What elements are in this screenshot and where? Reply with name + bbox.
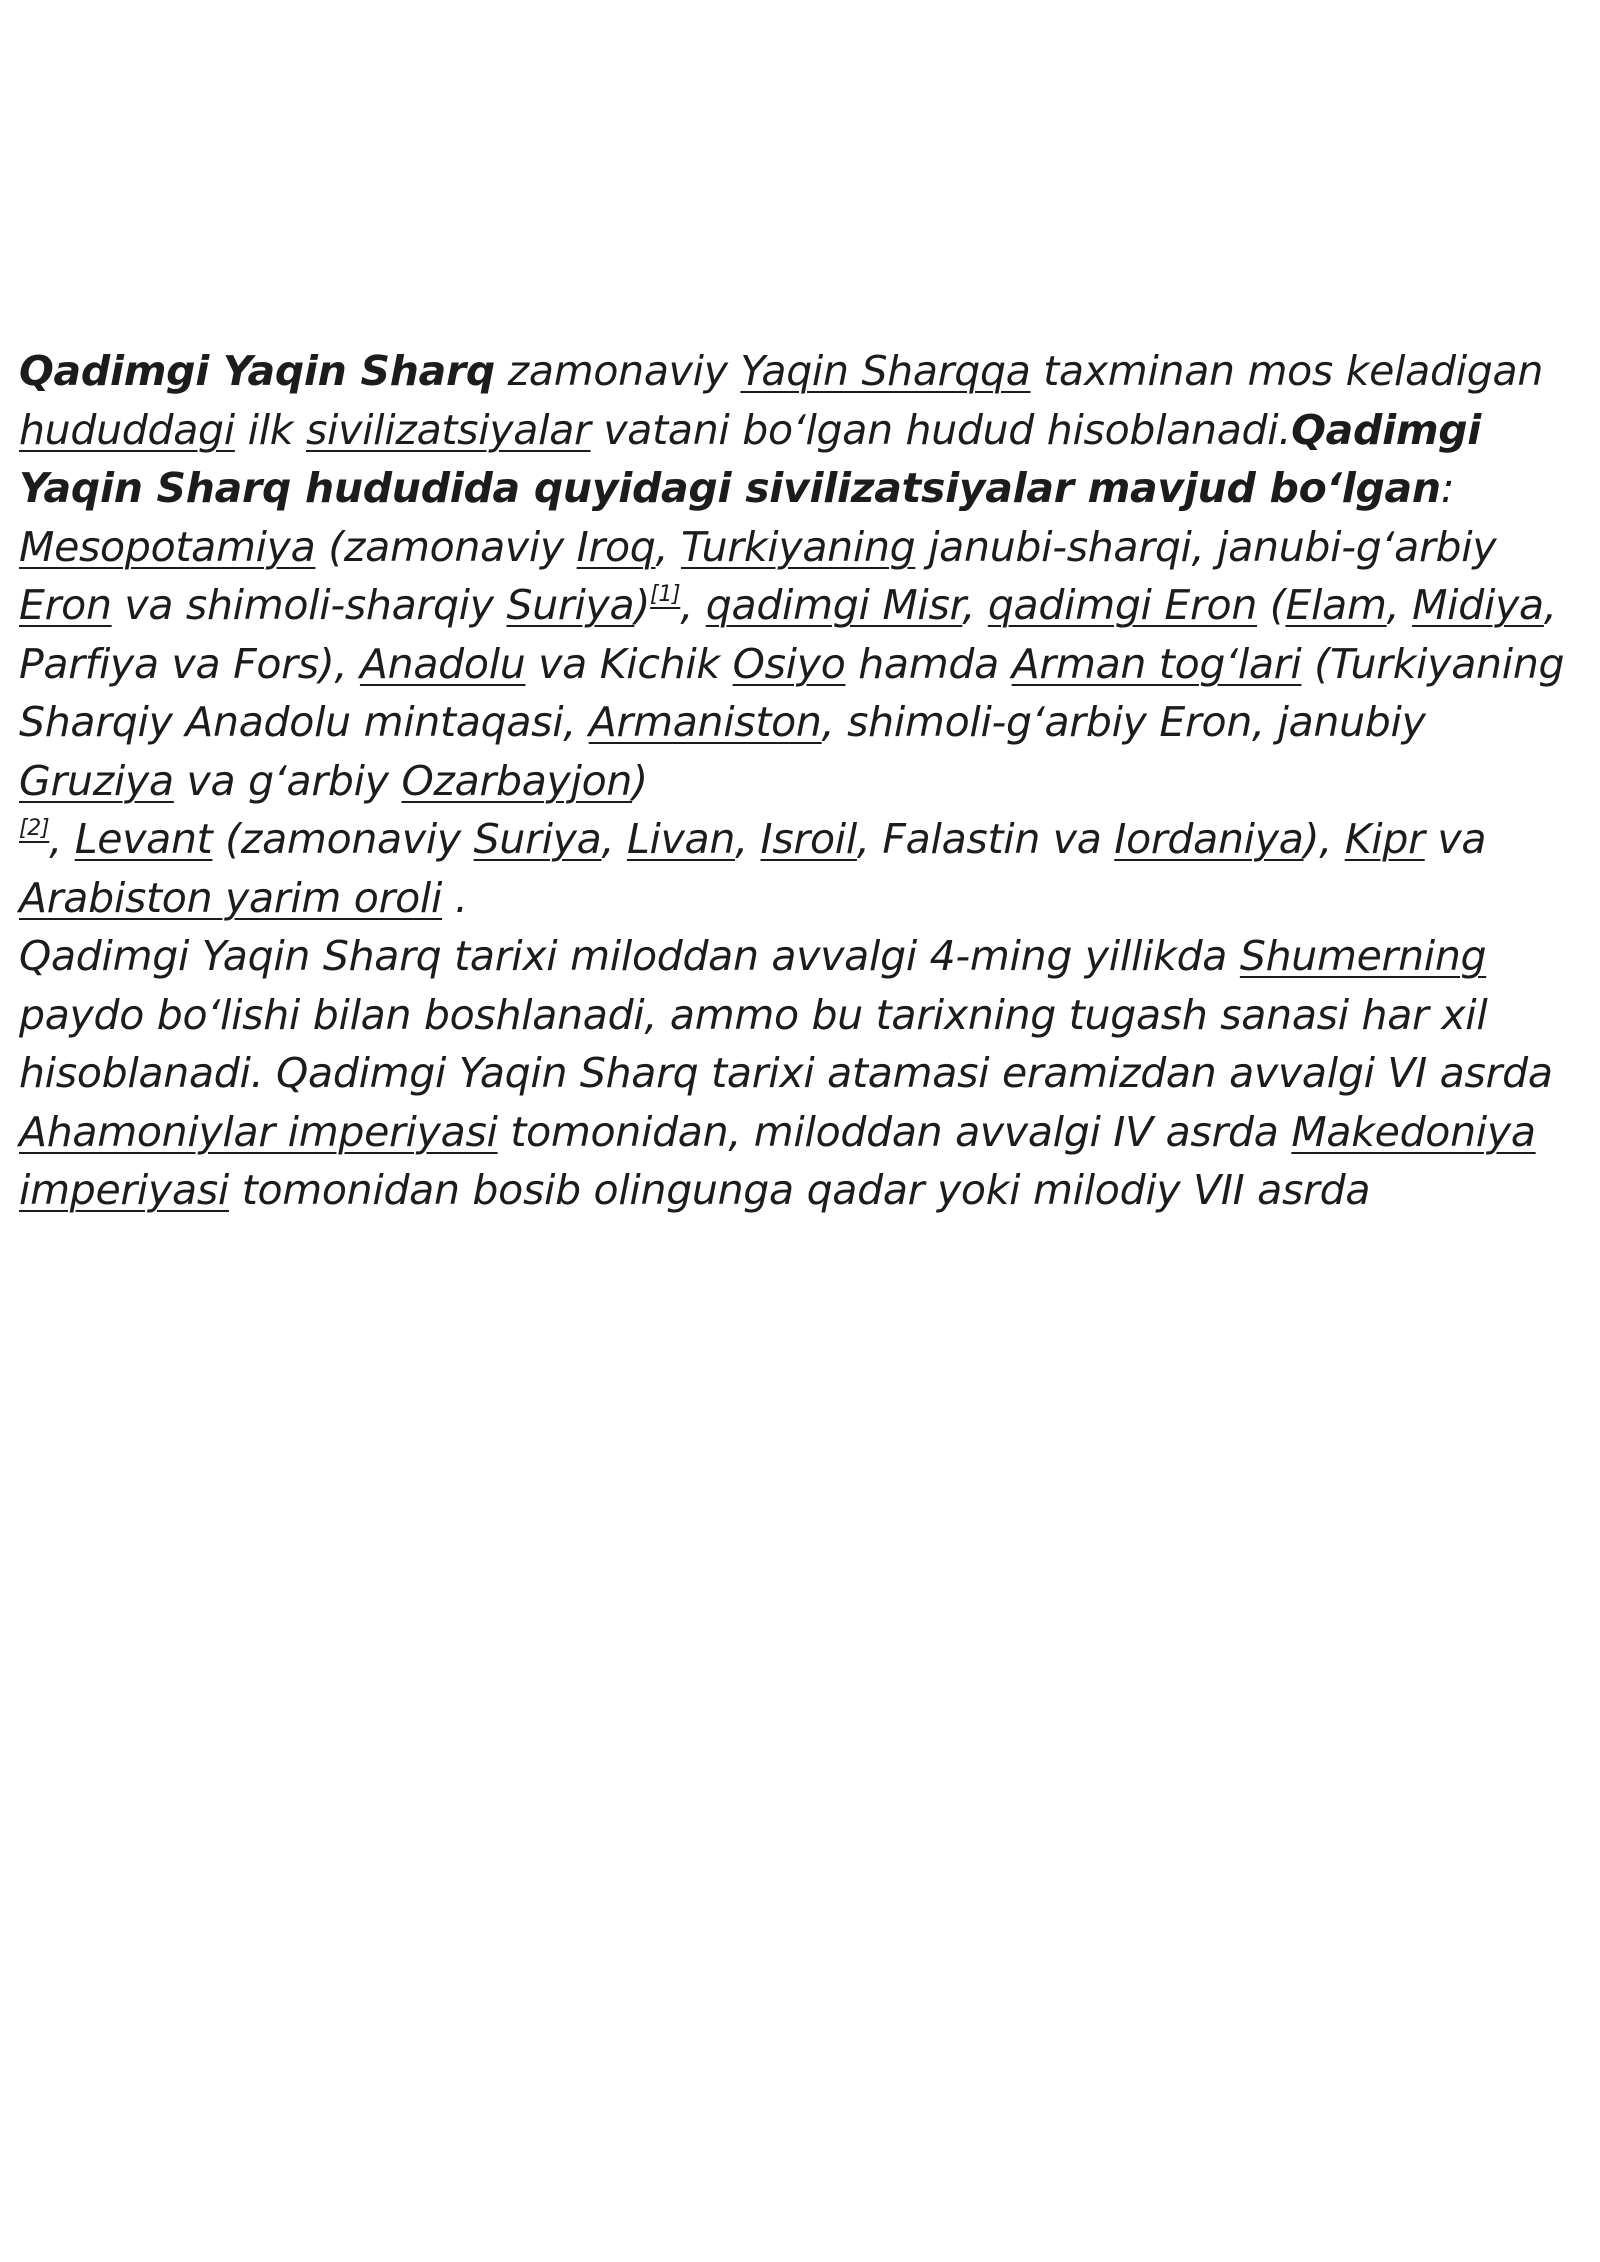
link-turkiya[interactable]: Turkiyaning xyxy=(680,522,916,571)
text: Qadimgi Yaqin Sharq tarixi miloddan avvalgi 4-ming yillikda xyxy=(19,932,1240,980)
link-suriya-2[interactable]: Suriya xyxy=(473,815,602,863)
text: zamonaviy xyxy=(494,347,741,395)
history-paragraph xyxy=(19,927,1591,1220)
link-isroil[interactable]: Isroil xyxy=(760,815,857,863)
link-hudud[interactable]: hududdagi xyxy=(19,405,235,454)
link-iroq[interactable]: Iroq xyxy=(576,522,656,571)
text: ), xyxy=(1303,815,1345,863)
link-livan[interactable]: Livan xyxy=(626,815,736,863)
text: janubi-sharqi, janubi-g‘arbiy xyxy=(915,522,1497,571)
link-gruziya[interactable]: Gruziya xyxy=(19,756,174,805)
text: , xyxy=(49,815,75,863)
text: va Kichik xyxy=(525,639,733,688)
intro-paragraph xyxy=(19,342,1591,927)
text: , Falastin va xyxy=(856,815,1115,863)
link-qadimgi-misr[interactable]: qadimgi Misr xyxy=(705,581,963,629)
text: . xyxy=(442,873,468,922)
footnote-ref-1[interactable]: [1] xyxy=(650,582,681,607)
footnote-ref-2[interactable]: [2] xyxy=(19,816,50,841)
link-yaqin-sharq[interactable]: Yaqin Sharqqa xyxy=(740,347,1031,395)
text: ( xyxy=(1257,581,1286,629)
link-ozarbayjon[interactable]: Ozarbayjon xyxy=(401,756,633,805)
link-sivilizatsiya[interactable]: sivilizatsiyalar xyxy=(305,405,591,454)
text: , xyxy=(735,815,761,863)
link-midiya[interactable]: Midiya xyxy=(1412,581,1544,629)
link-iordaniya[interactable]: Iordaniya xyxy=(1114,815,1304,863)
link-eron[interactable]: Eron xyxy=(19,581,112,629)
link-ahamoniylar[interactable]: Ahamoniylar imperiyasi xyxy=(19,1107,498,1156)
text: va g‘arbiy xyxy=(173,756,402,805)
text: va shimoli-sharqiy xyxy=(111,581,507,629)
text: tomonidan, miloddan avvalgi IV asrda xyxy=(497,1107,1292,1156)
text: tomonidan bosib olingunga qadar yoki milodiy VII asrda xyxy=(228,1166,1371,1214)
document-body xyxy=(19,342,1591,1220)
link-makedoniya[interactable]: Makedoniya imperiyasi xyxy=(19,1107,1536,1214)
article-title: Qadimgi Yaqin Sharq xyxy=(19,347,495,395)
link-qadimgi-eron[interactable]: qadimgi Eron xyxy=(987,581,1258,629)
link-kipr[interactable]: Kipr xyxy=(1344,815,1425,863)
link-suriya[interactable]: Suriya xyxy=(506,581,635,629)
text: : xyxy=(1440,464,1455,512)
link-arman-toglari[interactable]: Arman tog‘lari xyxy=(1011,639,1302,688)
link-anadolu[interactable]: Anadolu xyxy=(359,639,526,688)
bold-statement: Qadimgi Yaqin Sharq hududida quyidagi sivilizatsiyalar mavjud bo‘lgan xyxy=(19,405,1482,512)
text: hamda xyxy=(845,639,1012,688)
text: (zamonaviy xyxy=(212,815,474,863)
text: , Parfiya va Fors), xyxy=(19,581,1557,688)
link-levant[interactable]: Levant xyxy=(74,815,213,863)
text: (Turkiyaning Sharqiy Anadolu mintaqasi, xyxy=(19,639,1565,746)
text: , xyxy=(655,522,681,571)
link-osiyo[interactable]: Osiyo xyxy=(732,639,846,688)
text: ) xyxy=(632,756,648,805)
link-armaniston[interactable]: Armaniston xyxy=(588,698,822,746)
text: vatani bo‘lgan hudud hisoblanadi. xyxy=(590,405,1292,454)
text: va xyxy=(1424,815,1487,863)
text: paydo bo‘lishi bilan boshlanadi, ammo bu tarixning tugash sanasi har xil hisoblanadi. Qadimgi Yaqin Sharq tarixi atamasi eramizdan avvalgi VI asrda xyxy=(19,990,1553,1097)
link-mesopotamiya[interactable]: Mesopotamiya xyxy=(19,522,316,571)
link-elam[interactable]: Elam xyxy=(1285,581,1387,629)
text: taxminan mos keladigan xyxy=(1030,347,1544,395)
text: ilk xyxy=(234,405,306,454)
text: , xyxy=(962,581,988,629)
text: ) xyxy=(634,581,651,629)
text: , shimoli-g‘arbiy Eron, janubiy xyxy=(821,698,1426,746)
text: , xyxy=(601,815,627,863)
link-shumer[interactable]: Shumerning xyxy=(1239,932,1487,980)
link-arabiston[interactable]: Arabiston yarim oroli xyxy=(19,873,443,922)
text: (zamonaviy xyxy=(315,522,577,571)
text: , xyxy=(1386,581,1413,629)
text: , xyxy=(680,581,706,629)
